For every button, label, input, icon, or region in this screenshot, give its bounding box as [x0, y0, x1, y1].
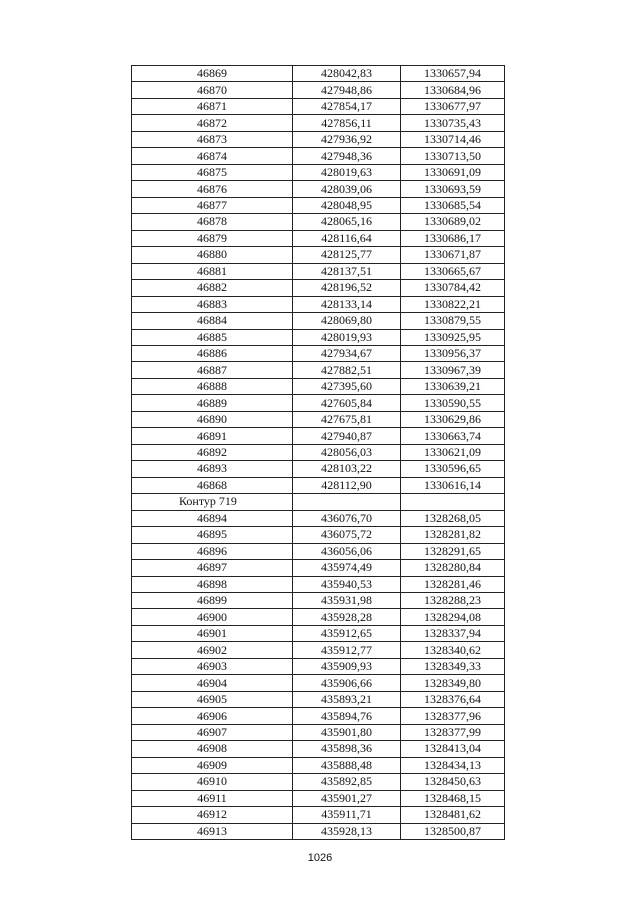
table-row [132, 757, 505, 773]
point-id-cell: 46897 [132, 560, 293, 576]
y-coordinate-cell: 1330735,43 [401, 115, 505, 131]
point-id-cell: 46900 [132, 609, 293, 625]
x-coordinate-cell: 427675,81 [293, 411, 401, 427]
y-coordinate-cell: 1330689,02 [401, 214, 505, 230]
y-coordinate-cell: 1328450,63 [401, 774, 505, 790]
x-coordinate-cell: 436075,72 [293, 527, 401, 543]
table-row [132, 724, 505, 740]
y-coordinate-cell: 1330693,59 [401, 181, 505, 197]
x-coordinate-cell: 427856,11 [293, 115, 401, 131]
point-id-cell: 46884 [132, 313, 293, 329]
table-row [132, 115, 505, 131]
table-row [132, 98, 505, 114]
y-coordinate-cell: 1330639,21 [401, 378, 505, 394]
point-id-cell: 46911 [132, 790, 293, 806]
y-coordinate-cell: 1328280,84 [401, 560, 505, 576]
y-coordinate-cell: 1330590,55 [401, 395, 505, 411]
x-coordinate-cell: 435893,21 [293, 691, 401, 707]
x-coordinate-cell: 428103,22 [293, 461, 401, 477]
x-coordinate-cell: 427605,84 [293, 395, 401, 411]
point-id-cell: 46906 [132, 708, 293, 724]
x-coordinate-cell: 435888,48 [293, 757, 401, 773]
table-row [132, 197, 505, 213]
y-coordinate-cell: 1328291,65 [401, 543, 505, 559]
x-coordinate-cell: 435928,28 [293, 609, 401, 625]
y-coordinate-cell: 1330685,54 [401, 197, 505, 213]
point-id-cell: 46888 [132, 378, 293, 394]
table-row [132, 543, 505, 559]
point-id-cell: 46913 [132, 823, 293, 839]
point-id-cell: 46886 [132, 345, 293, 361]
point-id-cell: 46902 [132, 642, 293, 658]
y-coordinate-cell: 1330677,97 [401, 98, 505, 114]
point-id-cell: 46895 [132, 527, 293, 543]
x-coordinate-cell: 427948,86 [293, 82, 401, 98]
table-row [132, 609, 505, 625]
point-id-cell: 46887 [132, 362, 293, 378]
x-coordinate-cell: 435912,65 [293, 625, 401, 641]
x-coordinate-cell: 427934,67 [293, 345, 401, 361]
y-coordinate-cell: 1330967,39 [401, 362, 505, 378]
table-row [132, 164, 505, 180]
x-coordinate-cell: 428133,14 [293, 296, 401, 312]
table-row [132, 428, 505, 444]
y-coordinate-cell: 1330691,09 [401, 164, 505, 180]
x-coordinate-cell: 435940,53 [293, 576, 401, 592]
point-id-cell: 46908 [132, 741, 293, 757]
point-id-cell: 46874 [132, 148, 293, 164]
table-row [132, 477, 505, 493]
table-row [132, 378, 505, 394]
x-coordinate-cell: 435901,27 [293, 790, 401, 806]
y-coordinate-cell: 1328349,80 [401, 675, 505, 691]
x-coordinate-cell: 428019,63 [293, 164, 401, 180]
table-row [132, 362, 505, 378]
point-id-cell: 46890 [132, 411, 293, 427]
y-coordinate-cell: 1330713,50 [401, 148, 505, 164]
section-label: Контур 719 [132, 494, 293, 510]
table-row [132, 395, 505, 411]
point-id-cell: 46904 [132, 675, 293, 691]
y-coordinate-cell: 1330596,65 [401, 461, 505, 477]
point-id-cell: 46907 [132, 724, 293, 740]
point-id-cell: 46873 [132, 131, 293, 147]
x-coordinate-cell: 435912,77 [293, 642, 401, 658]
y-coordinate-cell: 1330822,21 [401, 296, 505, 312]
y-coordinate-cell: 1330665,67 [401, 263, 505, 279]
x-coordinate-cell: 428196,52 [293, 280, 401, 296]
table-row [132, 774, 505, 790]
table-row [132, 82, 505, 98]
y-coordinate-cell: 1328468,15 [401, 790, 505, 806]
y-coordinate-cell: 1330671,87 [401, 247, 505, 263]
y-coordinate-cell: 1330616,14 [401, 477, 505, 493]
table-row [132, 642, 505, 658]
y-coordinate-cell: 1328481,62 [401, 807, 505, 823]
coordinates-table-body [132, 66, 505, 840]
x-coordinate-cell: 435909,93 [293, 658, 401, 674]
point-id-cell: 46880 [132, 247, 293, 263]
y-coordinate-cell: 1330956,37 [401, 345, 505, 361]
table-row [132, 280, 505, 296]
x-coordinate-cell: 428039,06 [293, 181, 401, 197]
y-coordinate-cell: 1328281,82 [401, 527, 505, 543]
x-coordinate-cell: 427882,51 [293, 362, 401, 378]
table-row [132, 411, 505, 427]
point-id-cell: 46879 [132, 230, 293, 246]
x-coordinate-cell: 427948,36 [293, 148, 401, 164]
y-coordinate-cell: 1330686,17 [401, 230, 505, 246]
table-row [132, 658, 505, 674]
table-row [132, 214, 505, 230]
point-id-cell: 46899 [132, 593, 293, 609]
point-id-cell: 46905 [132, 691, 293, 707]
page-number: 1026 [307, 852, 333, 864]
x-coordinate-cell: 435892,85 [293, 774, 401, 790]
point-id-cell: 46901 [132, 625, 293, 641]
coordinates-table [131, 65, 505, 840]
x-coordinate-cell: 427936,92 [293, 131, 401, 147]
point-id-cell: 46869 [132, 66, 293, 82]
y-coordinate-cell: 1330684,96 [401, 82, 505, 98]
point-id-cell: 46870 [132, 82, 293, 98]
table-row [132, 823, 505, 839]
y-coordinate-cell: 1328294,08 [401, 609, 505, 625]
table-row [132, 510, 505, 526]
table-row [132, 230, 505, 246]
x-coordinate-cell: 427940,87 [293, 428, 401, 444]
table-row [132, 313, 505, 329]
y-coordinate-cell: 1328288,23 [401, 593, 505, 609]
table-row [132, 247, 505, 263]
table-row [132, 461, 505, 477]
table-row [132, 807, 505, 823]
y-coordinate-cell: 1328500,87 [401, 823, 505, 839]
y-coordinate-cell: 1328337,94 [401, 625, 505, 641]
x-coordinate-cell: 435911,71 [293, 807, 401, 823]
table-cell-empty [293, 494, 401, 510]
point-id-cell: 46898 [132, 576, 293, 592]
point-id-cell: 46892 [132, 444, 293, 460]
table-row [132, 131, 505, 147]
x-coordinate-cell: 435894,76 [293, 708, 401, 724]
y-coordinate-cell: 1330879,55 [401, 313, 505, 329]
x-coordinate-cell: 428048,95 [293, 197, 401, 213]
table-row [132, 741, 505, 757]
table-row [132, 263, 505, 279]
y-coordinate-cell: 1328349,33 [401, 658, 505, 674]
point-id-cell: 46877 [132, 197, 293, 213]
point-id-cell: 46868 [132, 477, 293, 493]
table-row [132, 576, 505, 592]
y-coordinate-cell: 1330663,74 [401, 428, 505, 444]
y-coordinate-cell: 1330629,86 [401, 411, 505, 427]
x-coordinate-cell: 427395,60 [293, 378, 401, 394]
point-id-cell: 46891 [132, 428, 293, 444]
x-coordinate-cell: 427854,17 [293, 98, 401, 114]
y-coordinate-cell: 1328377,96 [401, 708, 505, 724]
point-id-cell: 46912 [132, 807, 293, 823]
y-coordinate-cell: 1328281,46 [401, 576, 505, 592]
point-id-cell: 46909 [132, 757, 293, 773]
y-coordinate-cell: 1330621,09 [401, 444, 505, 460]
x-coordinate-cell: 436056,06 [293, 543, 401, 559]
table-row [132, 691, 505, 707]
point-id-cell: 46896 [132, 543, 293, 559]
x-coordinate-cell: 435974,49 [293, 560, 401, 576]
table-cell-empty [401, 494, 505, 510]
y-coordinate-cell: 1330657,94 [401, 66, 505, 82]
point-id-cell: 46894 [132, 510, 293, 526]
y-coordinate-cell: 1328413,04 [401, 741, 505, 757]
x-coordinate-cell: 435928,13 [293, 823, 401, 839]
y-coordinate-cell: 1328268,05 [401, 510, 505, 526]
point-id-cell: 46893 [132, 461, 293, 477]
point-id-cell: 46881 [132, 263, 293, 279]
point-id-cell: 46882 [132, 280, 293, 296]
table-row [132, 560, 505, 576]
x-coordinate-cell: 428116,64 [293, 230, 401, 246]
point-id-cell: 46875 [132, 164, 293, 180]
point-id-cell: 46878 [132, 214, 293, 230]
x-coordinate-cell: 428056,03 [293, 444, 401, 460]
y-coordinate-cell: 1330925,95 [401, 329, 505, 345]
y-coordinate-cell: 1328434,13 [401, 757, 505, 773]
x-coordinate-cell: 435906,66 [293, 675, 401, 691]
x-coordinate-cell: 428069,80 [293, 313, 401, 329]
x-coordinate-cell: 435931,98 [293, 593, 401, 609]
point-id-cell: 46910 [132, 774, 293, 790]
table-row [132, 593, 505, 609]
x-coordinate-cell: 436076,70 [293, 510, 401, 526]
x-coordinate-cell: 428125,77 [293, 247, 401, 263]
table-row [132, 345, 505, 361]
table-row [132, 444, 505, 460]
x-coordinate-cell: 428065,16 [293, 214, 401, 230]
x-coordinate-cell: 435898,36 [293, 741, 401, 757]
point-id-cell: 46885 [132, 329, 293, 345]
point-id-cell: 46872 [132, 115, 293, 131]
table-row [132, 296, 505, 312]
y-coordinate-cell: 1328340,62 [401, 642, 505, 658]
y-coordinate-cell: 1328377,99 [401, 724, 505, 740]
point-id-cell: 46903 [132, 658, 293, 674]
table-row [132, 148, 505, 164]
table-row [132, 625, 505, 641]
x-coordinate-cell: 428042,83 [293, 66, 401, 82]
table-row [132, 329, 505, 345]
x-coordinate-cell: 435901,80 [293, 724, 401, 740]
table-row [132, 181, 505, 197]
y-coordinate-cell: 1330784,42 [401, 280, 505, 296]
table-section-row [132, 494, 505, 510]
point-id-cell: 46871 [132, 98, 293, 114]
y-coordinate-cell: 1328376,64 [401, 691, 505, 707]
table-row [132, 675, 505, 691]
x-coordinate-cell: 428112,90 [293, 477, 401, 493]
x-coordinate-cell: 428137,51 [293, 263, 401, 279]
point-id-cell: 46876 [132, 181, 293, 197]
point-id-cell: 46889 [132, 395, 293, 411]
table-row [132, 790, 505, 806]
x-coordinate-cell: 428019,93 [293, 329, 401, 345]
table-row [132, 66, 505, 82]
table-row [132, 708, 505, 724]
table-row [132, 527, 505, 543]
y-coordinate-cell: 1330714,46 [401, 131, 505, 147]
point-id-cell: 46883 [132, 296, 293, 312]
